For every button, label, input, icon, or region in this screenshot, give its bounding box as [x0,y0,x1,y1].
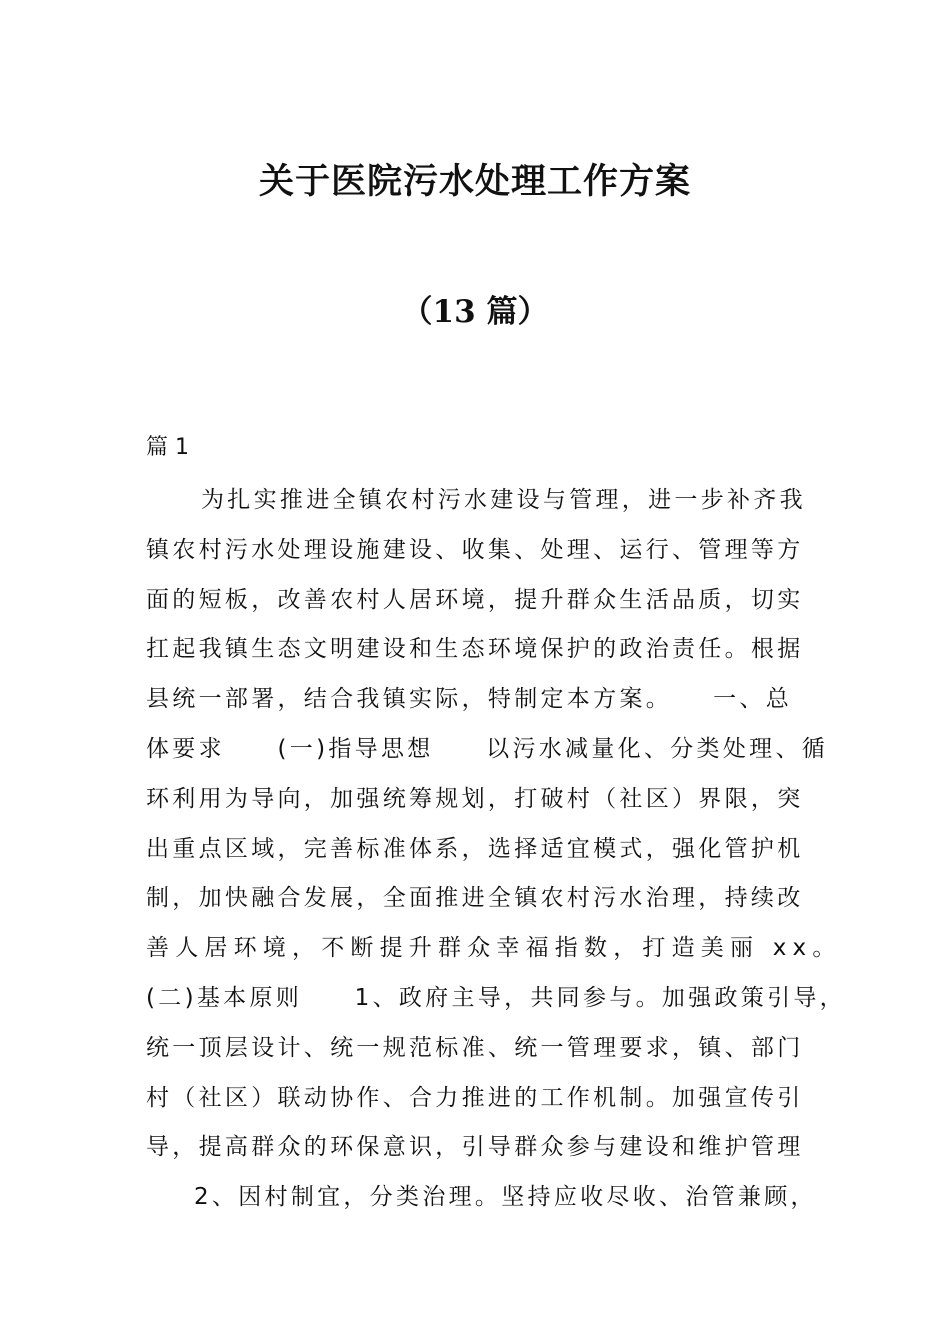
body-line: 制，加快融合发展，全面推进全镇农村污水治理，持续改 [146,885,804,912]
body-line: 出重点区域，完善标准体系，选择适宜模式，强化管护机 [146,835,804,862]
body-line: 统一顶层设计、统一规范标准、统一管理要求，镇、部门 [146,1034,804,1061]
body-line: 2、因村制宜，分类治理。坚持应收尽收、治管兼顾， [194,1184,817,1211]
document-subtitle: （13 篇） [401,294,549,330]
body-line: 镇农村污水处理设施建设、收集、处理、运行、管理等方 [146,536,804,563]
body-line: 村（社区）联动协作、合力推进的工作机制。加强宣传引 [146,1084,804,1111]
body-line: 面的短板，改善农村人居环境，提升群众生活品质，切实 [146,586,804,613]
body-line: 环利用为导向，加强统筹规划，打破村（社区）界限，突 [146,785,804,812]
body-line: 为扎实推进全镇农村污水建设与管理，进一步补齐我 [201,487,806,513]
document-title: 关于医院污水处理工作方案 [258,161,691,202]
body-line: 体要求 (一)指导思想 以污水减量化、分类处理、循 [146,735,829,762]
body-line: 县统一部署，结合我镇实际，特制定本方案。 一、总 [146,686,792,713]
body-line: (二)基本原则 1、政府主导，共同参与。加强政策引导， [146,984,846,1011]
body-line: 善人居环境，不断提升群众幸福指数，打造美丽 xx。 [146,935,842,962]
body-line: 导，提高群众的环保意识，引导群众参与建设和维护管理 [146,1134,804,1161]
document-body [146,476,846,1223]
section-label: 篇 1 [146,435,189,460]
body-line: 扛起我镇生态文明建设和生态环境保护的政治责任。根据 [146,636,804,663]
